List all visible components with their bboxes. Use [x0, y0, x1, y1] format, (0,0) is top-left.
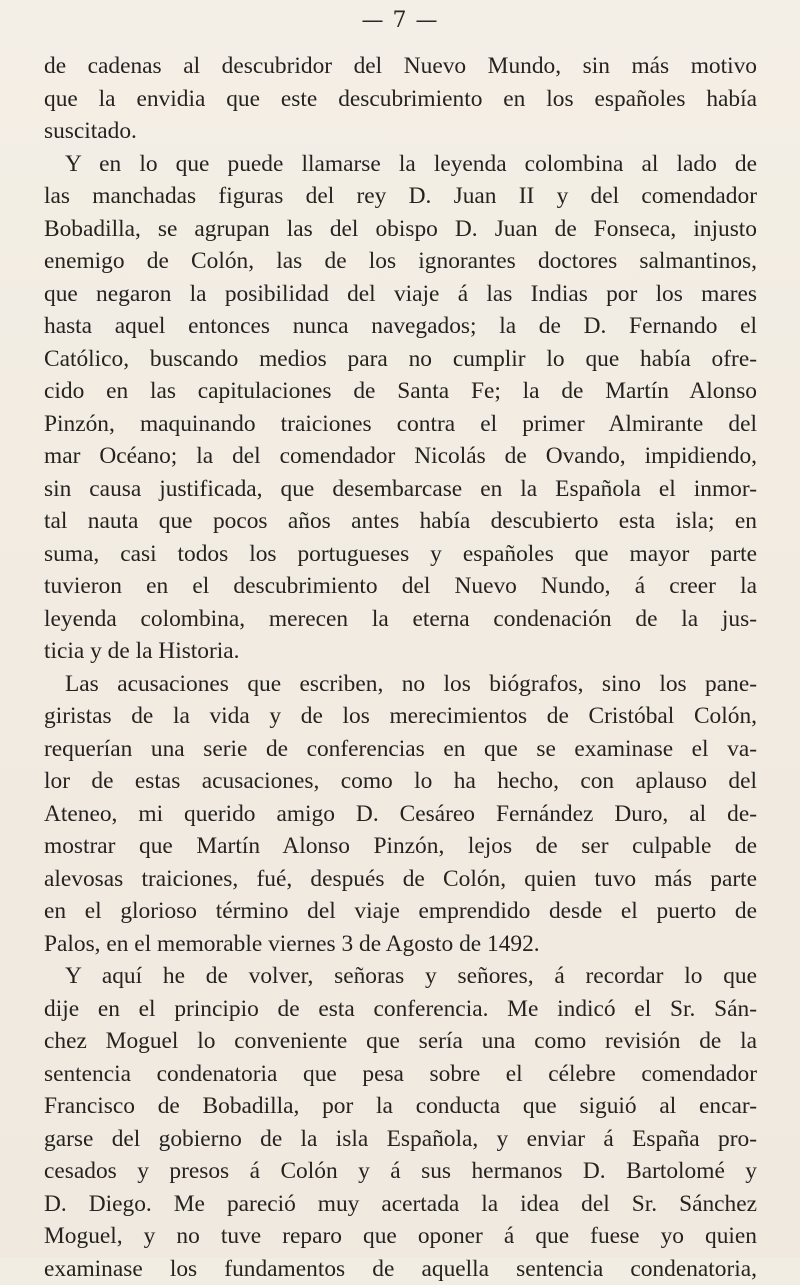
text-line: dije en el principio de esta conferencia. Me indicó el Sr. Sán- — [44, 993, 757, 1026]
text-line: de cadenas al descubridor del Nuevo Mundo, sin más motivo — [44, 50, 757, 83]
text-line: hasta aquel entonces nunca navegados; la de D. Fernando el — [44, 310, 757, 343]
text-line: D. Diego. Me pareció muy acertada la idea del Sr. Sánchez — [44, 1188, 757, 1221]
text-line: cido en las capitulaciones de Santa Fe; la de Martín Alonso — [44, 375, 757, 408]
text-line: tal nauta que pocos años antes había descubierto esta isla; en — [44, 505, 757, 538]
text-line: giristas de la vida y de los merecimientos de Cristóbal Colón, — [44, 700, 757, 733]
text-line: Y en lo que puede llamarse la leyenda colombina al lado de — [44, 148, 757, 181]
text-line: Francisco de Bobadilla, por la conducta que siguió al encar- — [44, 1090, 757, 1123]
body-text — [44, 50, 757, 1285]
text-line: lor de estas acusaciones, como lo ha hecho, con aplauso del — [44, 765, 757, 798]
text-line: Pinzón, maquinando traiciones contra el primer Almirante del — [44, 408, 757, 441]
text-line: que negaron la posibilidad del viaje á las Indias por los mares — [44, 278, 757, 311]
text-line: mostrar que Martín Alonso Pinzón, lejos de ser culpable de — [44, 830, 757, 863]
text-line: Palos, en el memorable viernes 3 de Agosto de 1492. — [44, 928, 757, 961]
text-line: en el glorioso término del viaje emprendido desde el puerto de — [44, 895, 757, 928]
text-line: Las acusaciones que escriben, no los biógrafos, sino los pane- — [44, 668, 757, 701]
text-line: chez Moguel lo conveniente que sería una como revisión de la — [44, 1025, 757, 1058]
text-line: ticia y de la Historia. — [44, 635, 757, 668]
text-line: enemigo de Colón, las de los ignorantes doctores salmantinos, — [44, 245, 757, 278]
text-line: Bobadilla, se agrupan las del obispo D. Juan de Fonseca, injusto — [44, 213, 757, 246]
text-line: sentencia condenatoria que pesa sobre el célebre comendador — [44, 1058, 757, 1091]
text-line: mar Océano; la del comendador Nicolás de Ovando, impidiendo, — [44, 440, 757, 473]
text-line: examinase los fundamentos de aquella sentencia condenatoria, — [44, 1253, 757, 1285]
text-line: suma, casi todos los portugueses y españoles que mayor parte — [44, 538, 757, 571]
text-line: suscitado. — [44, 115, 757, 148]
text-line: Y aquí he de volver, señoras y señores, á recordar lo que — [44, 960, 757, 993]
text-line: Católico, buscando medios para no cumplir lo que había ofre- — [44, 343, 757, 376]
text-line: Moguel, y no tuve reparo que oponer á que fuese yo quien — [44, 1220, 757, 1253]
text-line: garse del gobierno de la isla Española, y enviar á España pro- — [44, 1123, 757, 1156]
text-line: sin causa justificada, que desembarcase en la Española el inmor- — [44, 473, 757, 506]
page-number: — 7 — — [0, 8, 800, 33]
text-line: requerían una serie de conferencias en que se examinase el va- — [44, 733, 757, 766]
text-line: alevosas traiciones, fué, después de Colón, quien tuvo más parte — [44, 863, 757, 896]
text-line: Ateneo, mi querido amigo D. Cesáreo Fernández Duro, al de- — [44, 798, 757, 831]
text-line: que la envidia que este descubrimiento en los españoles había — [44, 83, 757, 116]
text-line: leyenda colombina, merecen la eterna condenación de la jus- — [44, 603, 757, 636]
text-line: cesados y presos á Colón y á sus hermanos D. Bartolomé y — [44, 1155, 757, 1188]
text-line: las manchadas figuras del rey D. Juan II y del comendador — [44, 180, 757, 213]
text-line: tuvieron en el descubrimiento del Nuevo Nundo, á creer la — [44, 570, 757, 603]
